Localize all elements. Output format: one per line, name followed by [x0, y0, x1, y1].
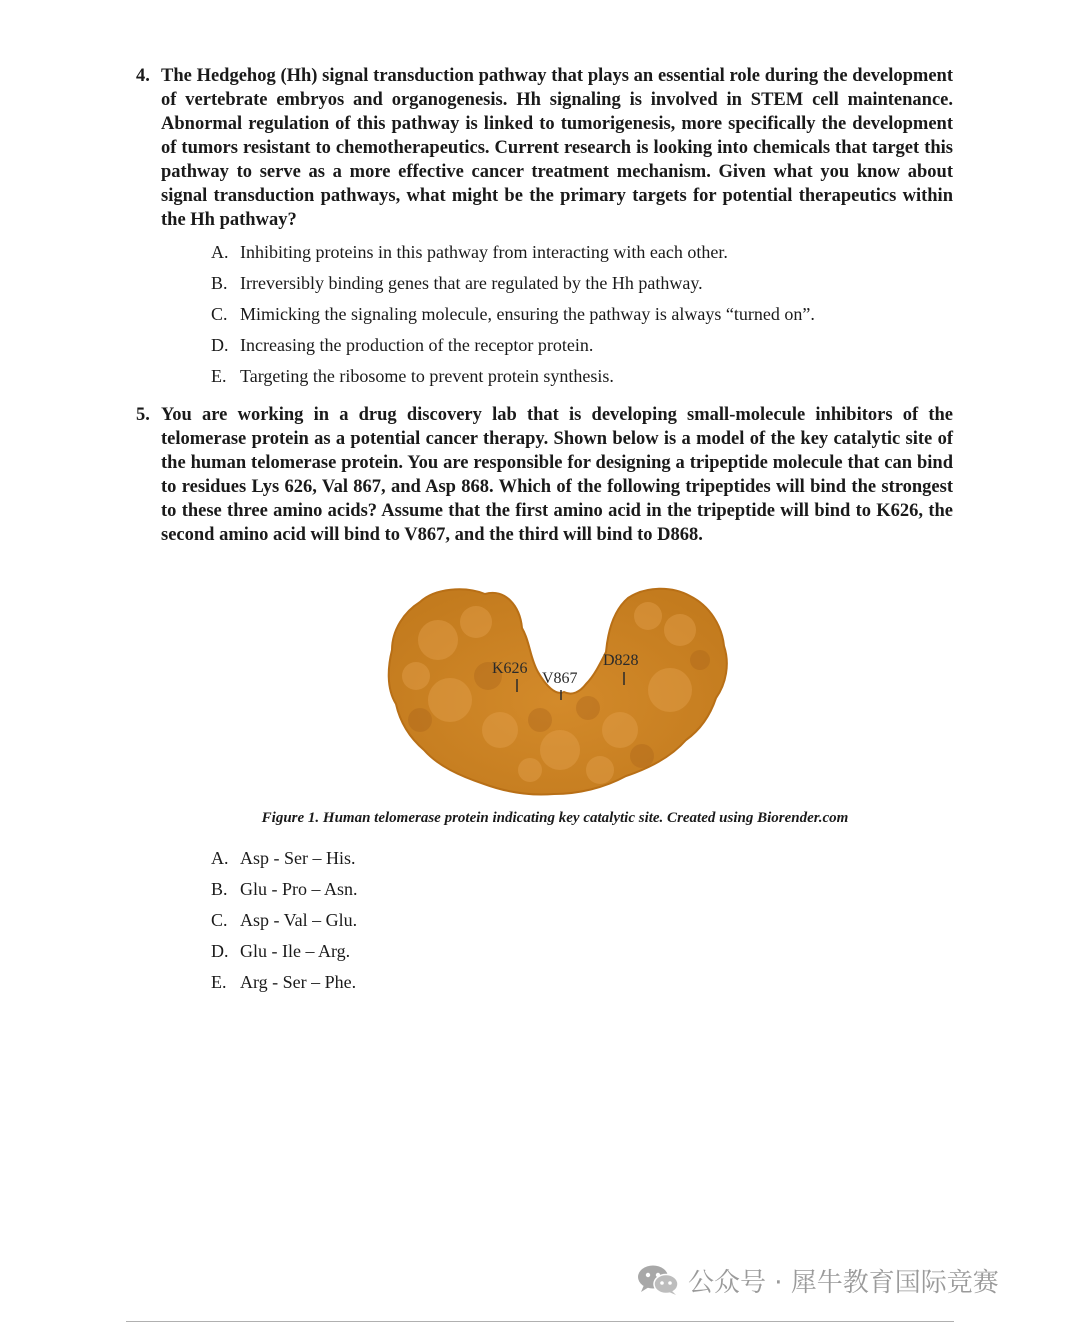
option-text: Mimicking the signaling molecule, ensuring the pathway is always “turned on”.: [240, 304, 815, 324]
option-text: Irreversibly binding genes that are regulated by the Hh pathway.: [240, 273, 703, 293]
watermark-text: 公众号 · 犀牛教育国际竞赛: [688, 1267, 999, 1298]
question-4: [136, 64, 953, 232]
question-number: 4.: [136, 66, 150, 86]
option-letter: D.: [211, 941, 229, 961]
option-letter: E.: [211, 972, 227, 992]
question-5: [136, 403, 953, 547]
wechat-icon: [636, 1264, 680, 1296]
label-k626: K626: [492, 660, 528, 677]
question-number: 5.: [136, 405, 150, 425]
telomerase-figure: [380, 580, 740, 805]
option-letter: B.: [211, 879, 228, 899]
option-text: Increasing the production of the receptor protein.: [240, 335, 594, 355]
watermark: [636, 1262, 999, 1298]
figure-caption: Figure 1. Human telomerase protein indicating key catalytic site. Created using Biorender.com: [261, 810, 849, 826]
telomerase-protein-illustration: [380, 580, 740, 805]
option-text: Targeting the ribosome to prevent protein synthesis.: [240, 366, 614, 386]
option-letter: A.: [211, 242, 229, 262]
question-stem: You are working in a drug discovery lab that is developing small-molecule inhibitors of the telomerase protein as a potential cancer therapy. Shown below is a model of the key catalytic site of the human telomerase protein. You are responsible for designing a tripeptide molecule that can bind to residues Lys 626, Val 867, and Asp 868. Which of the following tripeptides will bind the strongest to these three amino acids? Assume that the first amino acid in the tripeptide will bind to K626, the second amino acid will bind to V867, and the third will bind to D868.: [161, 405, 953, 545]
option-letter: E.: [211, 366, 227, 386]
option-text: Inhibiting proteins in this pathway from interacting with each other.: [240, 242, 728, 262]
footer-rule: [126, 1321, 954, 1322]
option-text: Arg - Ser – Phe.: [240, 972, 357, 992]
option-text: Asp - Ser – His.: [240, 848, 356, 868]
option-text: Glu - Pro – Asn.: [240, 879, 358, 899]
label-d828: D828: [603, 652, 639, 669]
option-text: Asp - Val – Glu.: [240, 910, 358, 930]
option-letter: B.: [211, 273, 228, 293]
option-letter: D.: [211, 335, 229, 355]
option-letter: C.: [211, 304, 228, 324]
option-letter: C.: [211, 910, 228, 930]
option-text: Glu - Ile – Arg.: [240, 941, 351, 961]
option-letter: A.: [211, 848, 229, 868]
question-stem: The Hedgehog (Hh) signal transduction pathway that plays an essential role during the development of vertebrate embryos and organogenesis. Hh signaling is involved in STEM cell maintenance. Abnormal regulation of this pathway is linked to tumorigenesis, more specifically the development of tumors resistant to chemotherapeutics. Current research is looking into chemicals that target this pathway to serve as a more effective cancer treatment mechanism. Given what you know about signal transduction pathways, what might be the primary targets for potential therapeutics within the Hh pathway?: [161, 66, 953, 230]
label-v867: V867: [542, 670, 578, 687]
